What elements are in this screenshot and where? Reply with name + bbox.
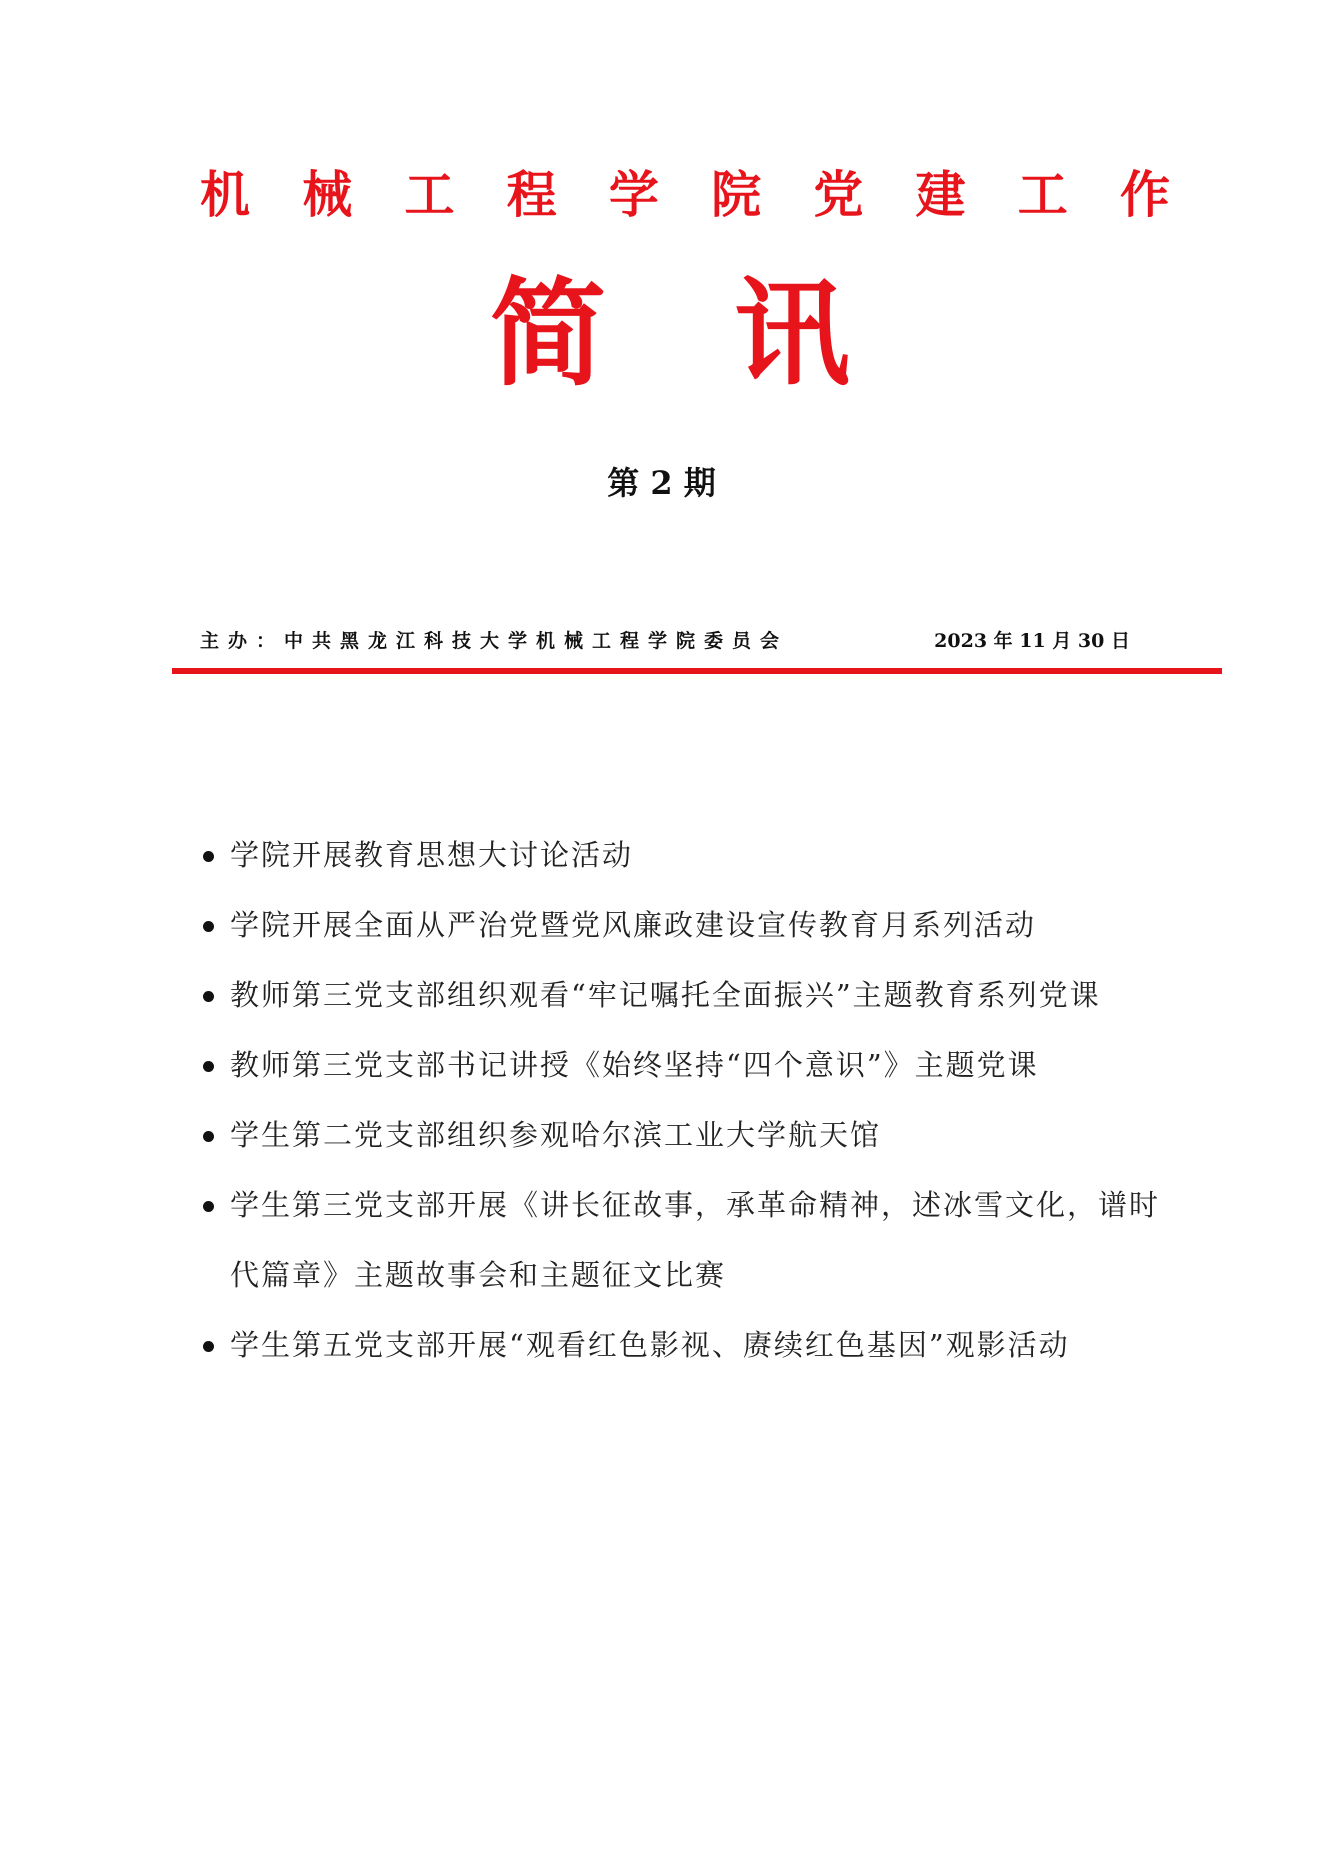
- title-char: 作: [1119, 166, 1170, 224]
- title-char: 学: [608, 166, 659, 224]
- list-item-text: 学生第二党支部组织参观哈尔滨工业大学航天馆: [230, 1118, 882, 1152]
- sponsor-line: 主办：中共黑龙江科技大学机械工程学院委员会: [200, 630, 789, 652]
- title-char: 械: [302, 166, 353, 224]
- title-char: 机: [200, 166, 250, 224]
- contents-list: [200, 820, 1160, 1380]
- title-char: 程: [506, 166, 557, 224]
- list-item: [200, 1310, 1160, 1380]
- bullet-icon: [203, 1341, 214, 1352]
- bullet-icon: [203, 1201, 214, 1212]
- title-char: 建: [915, 166, 966, 224]
- bullet-icon: [203, 1061, 214, 1072]
- list-item: [200, 890, 1160, 960]
- list-item: [200, 1030, 1160, 1100]
- list-item: [200, 1170, 1160, 1310]
- red-divider: [172, 668, 1222, 674]
- list-item: [200, 960, 1160, 1030]
- title-char: 院: [711, 166, 762, 224]
- masthead-char: 讯: [734, 267, 850, 402]
- bullet-icon: [203, 1131, 214, 1142]
- bullet-icon: [203, 921, 214, 932]
- bullet-icon: [203, 991, 214, 1002]
- list-item-text: 学院开展教育思想大讨论活动: [230, 838, 634, 872]
- publication-info: [200, 626, 1130, 656]
- list-item-text: 教师第三党支部组织观看“牢记嘱托全面振兴”主题教育系列党课: [230, 978, 1101, 1012]
- title-char: 工: [404, 166, 455, 224]
- title-char: 党: [813, 166, 864, 224]
- list-item-text: 学生第三党支部开展《讲长征故事，承革命精神，述冰雪文化，谱时代篇章》主题故事会和主题征文比赛: [230, 1188, 1161, 1292]
- bulletin-title: [200, 158, 1170, 232]
- list-item: [200, 820, 1160, 890]
- title-char: 工: [1017, 166, 1068, 224]
- issue-number: 第 2 期: [607, 464, 716, 502]
- publication-date: 2023 年 11 月 30 日: [934, 630, 1130, 652]
- masthead-char: 简: [490, 267, 606, 402]
- list-item-text: 学院开展全面从严治党暨党风廉政建设宣传教育月系列活动: [230, 908, 1037, 942]
- list-item-text: 教师第三党支部书记讲授《始终坚持“四个意识”》主题党课: [230, 1048, 1039, 1082]
- list-item-text: 学生第五党支部开展“观看红色影视、赓续红色基因”观影活动: [230, 1328, 1070, 1362]
- masthead: [490, 260, 850, 410]
- bullet-icon: [203, 851, 214, 862]
- list-item: [200, 1100, 1160, 1170]
